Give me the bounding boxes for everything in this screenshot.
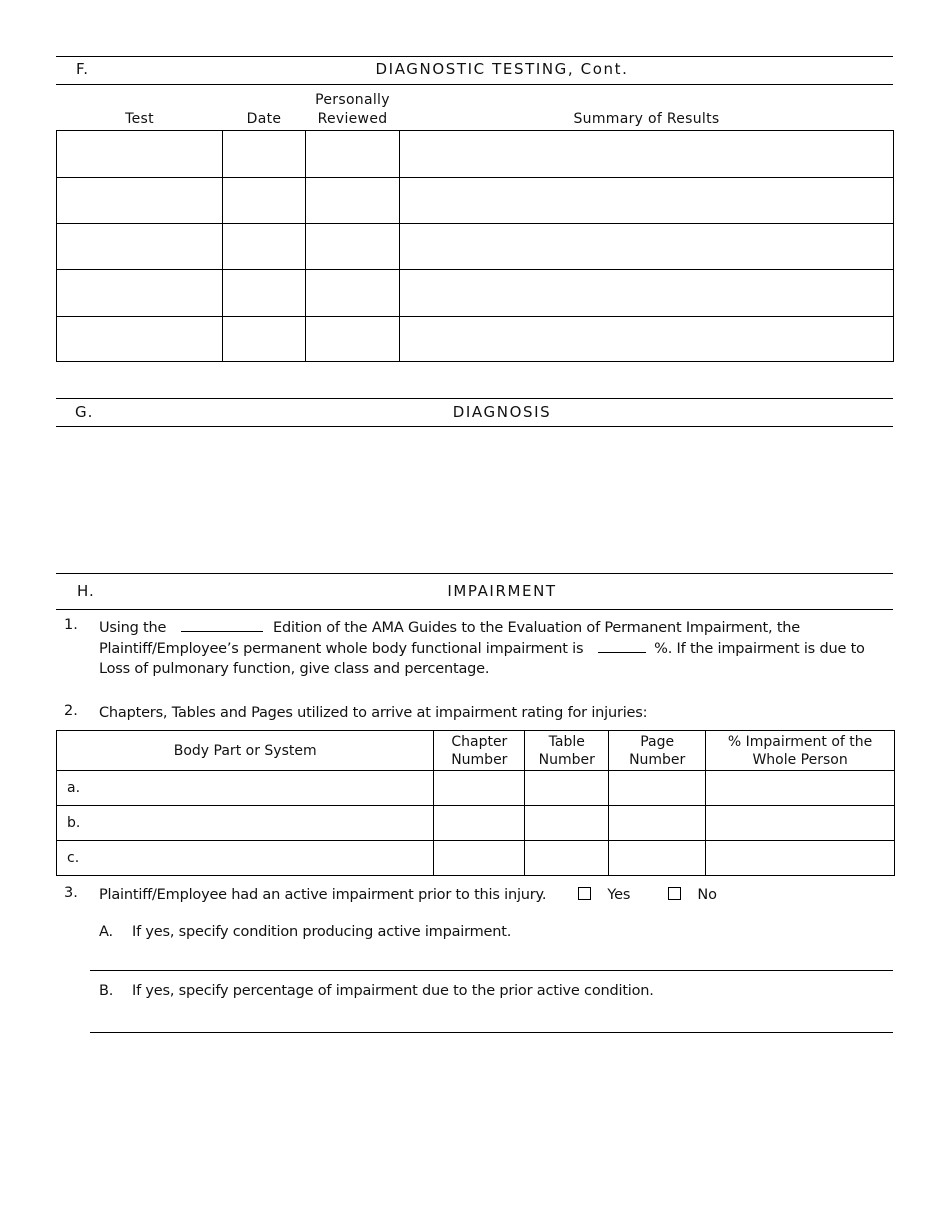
section-h-title: IMPAIRMENT [447, 582, 557, 600]
reviewed-cell[interactable] [305, 224, 399, 270]
percent-cell[interactable] [706, 841, 895, 876]
item3-number: 3. [64, 885, 78, 901]
item3b-text: If yes, specify percentage of impairment due to the prior active condition. [132, 983, 654, 999]
table-row [57, 806, 895, 841]
row-label: a. [67, 780, 81, 796]
section-g-title: DIAGNOSIS [452, 403, 552, 421]
table-number-header [525, 731, 609, 771]
page-cell[interactable] [609, 771, 706, 806]
item2-number: 2. [64, 703, 78, 719]
no-option[interactable] [668, 885, 717, 905]
yes-option[interactable] [578, 885, 630, 905]
diagnostic-testing-table [56, 130, 894, 362]
item3a-label: A. [99, 924, 113, 940]
item3a-answer-line[interactable] [90, 970, 893, 971]
body-part-header: Body Part or System [57, 731, 434, 771]
item1-line2 [99, 638, 889, 659]
page-header-line1: Page [640, 733, 675, 750]
section-h-letter: H. [77, 582, 95, 600]
ama-edition-field[interactable] [181, 617, 263, 632]
item1-line1 [99, 617, 889, 638]
date-cell[interactable] [222, 317, 305, 362]
section-g-top-rule [56, 398, 893, 399]
table-cell[interactable] [525, 841, 609, 876]
table-row [57, 841, 895, 876]
item2-text: Chapters, Tables and Pages utilized to arrive at impairment rating for injuries: [99, 705, 648, 721]
page-number-header [609, 731, 706, 771]
reviewed-cell[interactable] [305, 178, 399, 224]
page-cell[interactable] [609, 806, 706, 841]
item1-number: 1. [64, 617, 78, 633]
summary-cell[interactable] [399, 317, 893, 362]
diagnosis-area[interactable] [56, 428, 893, 570]
table-header-line1: Table [548, 733, 585, 750]
test-cell[interactable] [57, 317, 223, 362]
table-row [57, 178, 894, 224]
test-cell[interactable] [57, 178, 223, 224]
body-part-cell[interactable] [57, 771, 434, 806]
reviewed-cell[interactable] [305, 317, 399, 362]
row-label: b. [67, 815, 81, 831]
summary-cell[interactable] [399, 178, 893, 224]
summary-cell[interactable] [399, 270, 893, 317]
item3b-answer-line[interactable] [90, 1032, 893, 1033]
test-cell[interactable] [57, 131, 223, 178]
impair-header-line1: % Impairment of the [727, 733, 873, 750]
body-part-cell[interactable] [57, 841, 434, 876]
test-cell[interactable] [57, 224, 223, 270]
chapter-cell[interactable] [434, 806, 525, 841]
row-label: c. [67, 850, 80, 866]
chapter-cell[interactable] [434, 771, 525, 806]
item1-text-b: Edition of the AMA Guides to the Evaluation of Permanent Impairment, the [273, 620, 801, 636]
chapter-header-line2: Number [451, 751, 508, 768]
item3b-label: B. [99, 983, 114, 999]
chapter-number-header [434, 731, 525, 771]
date-cell[interactable] [222, 131, 305, 178]
date-cell[interactable] [222, 270, 305, 317]
percent-cell[interactable] [706, 806, 895, 841]
item3a-text: If yes, specify condition producing active impairment. [132, 924, 512, 940]
item1-text-a: Using the [99, 620, 167, 636]
reviewed-cell[interactable] [305, 131, 399, 178]
yes-label: Yes [607, 887, 631, 903]
no-checkbox[interactable] [668, 887, 681, 900]
yes-checkbox[interactable] [578, 887, 591, 900]
table-row [57, 270, 894, 317]
summary-cell[interactable] [399, 224, 893, 270]
percent-cell[interactable] [706, 771, 895, 806]
page-header-line2: Number [629, 751, 686, 768]
item1-text [99, 617, 889, 679]
impair-header-line2: Whole Person [752, 751, 848, 768]
date-cell[interactable] [222, 178, 305, 224]
table-cell[interactable] [525, 771, 609, 806]
impairment-table [56, 730, 895, 876]
col-personally-header: Personally [315, 92, 390, 108]
reviewed-cell[interactable] [305, 270, 399, 317]
table-row [57, 771, 895, 806]
page-cell[interactable] [609, 841, 706, 876]
section-f-letter: F. [76, 60, 89, 78]
table-header-line2: Number [538, 751, 595, 768]
col-date-header: Date [246, 111, 282, 127]
item1-text-c: Plaintiff/Employee’s permanent whole body functional impairment is [99, 641, 584, 657]
no-label: No [697, 887, 717, 903]
chapter-cell[interactable] [434, 841, 525, 876]
impairment-percent-header [706, 731, 895, 771]
section-h-bottom-rule [56, 609, 893, 610]
table-cell[interactable] [525, 806, 609, 841]
impairment-header-row [57, 731, 895, 771]
table-row [57, 224, 894, 270]
impairment-percent-field[interactable] [598, 638, 646, 653]
test-cell[interactable] [57, 270, 223, 317]
table-row [57, 131, 894, 178]
section-g-bottom-rule [56, 426, 893, 427]
item1-text-d: %. If the impairment is due to [654, 641, 865, 657]
col-reviewed-header: Reviewed [317, 111, 388, 127]
section-g-letter: G. [75, 403, 94, 421]
table-row [57, 317, 894, 362]
date-cell[interactable] [222, 224, 305, 270]
section-f-top-rule [56, 56, 893, 57]
summary-cell[interactable] [399, 131, 893, 178]
section-h-top-rule [56, 573, 893, 574]
item1-line3: Loss of pulmonary function, give class and percentage. [99, 661, 490, 677]
col-summary-header: Summary of Results [573, 111, 720, 127]
chapter-header-line1: Chapter [451, 733, 508, 750]
section-f-title: DIAGNOSTIC TESTING, Cont. [375, 60, 629, 78]
item3-text: Plaintiff/Employee had an active impairment prior to this injury. [99, 887, 547, 903]
col-test-header: Test [125, 111, 154, 127]
section-f-bottom-rule [56, 84, 893, 85]
body-part-cell[interactable] [57, 806, 434, 841]
